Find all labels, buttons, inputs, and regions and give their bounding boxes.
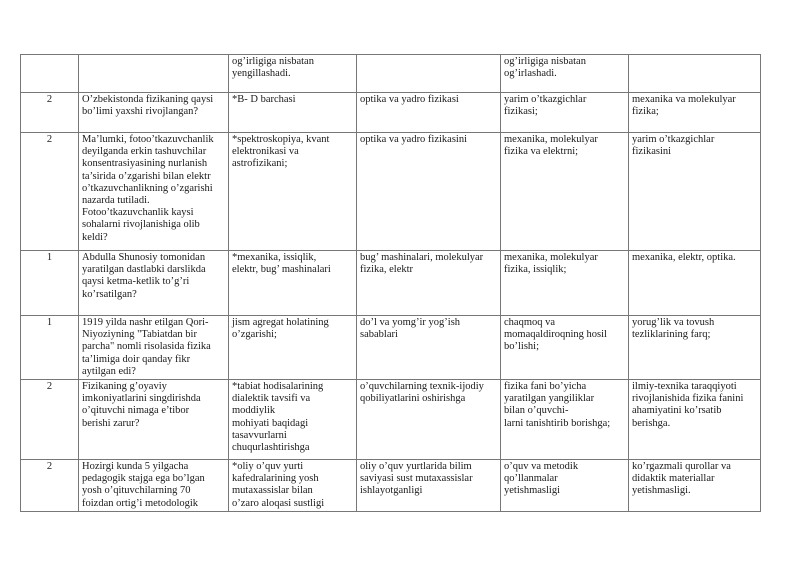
table-row — [21, 55, 761, 93]
distractor-2: yarim o’tkazgichlar fizikasi; — [501, 93, 629, 133]
distractor-1: o’quvchilarning texnik-ijodiy qobiliyatlarini oshirishga — [357, 380, 501, 460]
question-number: 2 — [21, 380, 79, 460]
distractor-3 — [629, 55, 761, 93]
distractor-2: mexanika, molekulyar fizika, issiqlik; — [501, 251, 629, 316]
distractor-2: fizika fani bo’yicha yaratilgan yangiliklar bilan o’quvchi- larni tanishtirib borishga; — [501, 380, 629, 460]
table-row — [21, 316, 761, 380]
distractor-3: ko’rgazmali qurollar va didaktik materiallar yetishmasligi. — [629, 460, 761, 512]
question-number: 2 — [21, 133, 79, 251]
correct-answer: *B- D barchasi — [229, 93, 357, 133]
distractor-3: mexanika, elektr, optika. — [629, 251, 761, 316]
correct-answer: og’irligiga nisbatan yengillashadi. — [229, 55, 357, 93]
question-text: Ma’lumki, fotoo’tkazuvchanlik deyilganda erkin tashuvchilar konsentrasiyasining nurlanish ta’sirida o’zgarishi bilan elektr o’tkazuvchanlikning o’zgarishi nazarda tutiladi. Fotoo’tkazuvchanlik kaysi sohalarni rivojlanishiga olib keldi? — [79, 133, 229, 251]
table-row — [21, 460, 761, 512]
question-text: 1919 yilda nashr etilgan Qori- Niyoziyning "Tabiatdan bir parcha" nomli risolasida fizika ta’limiga doir qanday fikr aytilgan edi? — [79, 316, 229, 380]
correct-answer: *tabiat hodisalarining dialektik tavsifi va moddiylik mohiyati baqidagi tasavvurlarni chuqurlashtirishga — [229, 380, 357, 460]
correct-answer: *spektroskopiya, kvant elektronikasi va astrofizikani; — [229, 133, 357, 251]
distractor-2: mexanika, molekulyar fizika va elektrni; — [501, 133, 629, 251]
correct-answer: jism agregat holatining o’zgarishi; — [229, 316, 357, 380]
correct-answer: *mexanika, issiqlik, elektr, bug’ mashinalari — [229, 251, 357, 316]
table-row — [21, 380, 761, 460]
question-text — [79, 55, 229, 93]
distractor-1: do’l va yomg’ir yog’ish sabablari — [357, 316, 501, 380]
table-row — [21, 93, 761, 133]
table-row — [21, 133, 761, 251]
distractor-3: yarim o’tkazgichlar fizikasini — [629, 133, 761, 251]
question-text: Fizikaning g’oyaviy imkoniyatlarini singdirishda o’qituvchi nimaga e’tibor berishi zarur? — [79, 380, 229, 460]
distractor-1 — [357, 55, 501, 93]
distractor-2: o’quv va metodik qo’llanmalar yetishmasligi — [501, 460, 629, 512]
distractor-1: oliy o’quv yurtlarida bilim saviyasi sust mutaxassislar ishlayotganligi — [357, 460, 501, 512]
question-text: Abdulla Shunosiy tomonidan yaratilgan dastlabki darslikda qaysi ketma-ketlik to’g’ri ko’rsatilgan? — [79, 251, 229, 316]
question-number — [21, 55, 79, 93]
question-text: O’zbekistonda fizikaning qaysi bo’limi yaxshi rivojlangan? — [79, 93, 229, 133]
question-number: 2 — [21, 93, 79, 133]
distractor-3: yorug’lik va tovush tezliklarining farq; — [629, 316, 761, 380]
question-text: Hozirgi kunda 5 yilgacha pedagogik stajga ega bo’lgan yosh o’qituvchilarning 70 foizdan ortig’i metodologik — [79, 460, 229, 512]
distractor-1: optika va yadro fizikasini — [357, 133, 501, 251]
distractor-2: og’irligiga nisbatan og’irlashadi. — [501, 55, 629, 93]
question-table — [20, 54, 761, 512]
question-number: 2 — [21, 460, 79, 512]
question-number: 1 — [21, 316, 79, 380]
distractor-3: mexanika va molekulyar fizika; — [629, 93, 761, 133]
distractor-1: bug’ mashinalari, molekulyar fizika, elektr — [357, 251, 501, 316]
distractor-3: ilmiy-texnika taraqqiyoti rivojlanishida fizika fanini ahamiyatini ko’rsatib berishga. — [629, 380, 761, 460]
distractor-1: optika va yadro fizikasi — [357, 93, 501, 133]
correct-answer: *oliy o’quv yurti kafedralarining yosh mutaxassislar bilan o’zaro aloqasi sustligi — [229, 460, 357, 512]
question-number: 1 — [21, 251, 79, 316]
distractor-2: chaqmoq va momaqaldiroqning hosil bo’lishi; — [501, 316, 629, 380]
table-row — [21, 251, 761, 316]
